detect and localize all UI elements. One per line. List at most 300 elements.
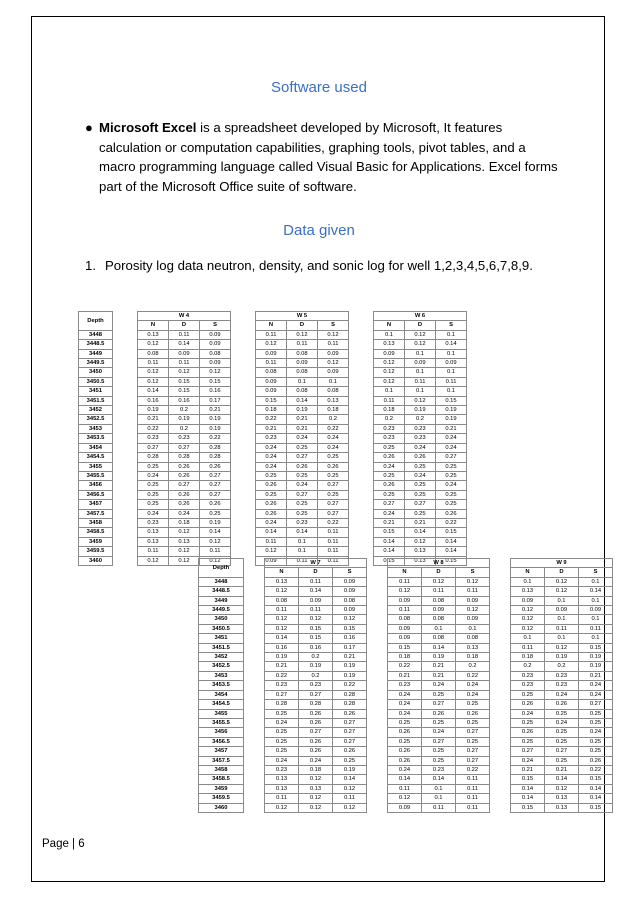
table-row [199,775,613,784]
value-cell: 0.18 [374,406,405,415]
value-cell: 0.14 [579,794,613,803]
value-cell: 0.25 [256,490,287,499]
column-gap [244,559,265,578]
value-cell: 0.12 [374,359,405,368]
value-cell: 0.09 [333,587,367,596]
column-gap [349,424,374,433]
value-cell: 0.12 [318,359,349,368]
value-cell: 0.12 [374,377,405,386]
table-row [79,518,467,527]
column-gap [113,490,138,499]
column-gap [113,415,138,424]
value-cell: 0.26 [256,481,287,490]
value-cell: 0.1 [374,330,405,339]
table-row [199,709,613,718]
column-gap [349,500,374,509]
value-cell: 0.11 [256,330,287,339]
table-row [199,624,613,633]
depth-cell: 3453 [199,671,244,680]
value-cell: 0.27 [436,453,467,462]
value-cell: 0.25 [265,737,299,746]
value-cell: 0.25 [422,690,456,699]
value-cell: 0.23 [405,424,436,433]
value-cell: 0.13 [265,775,299,784]
column-gap [231,312,256,331]
value-cell: 0.26 [299,747,333,756]
value-cell: 0.09 [169,349,200,358]
value-cell: 0.24 [545,690,579,699]
log-type-header: S [579,568,613,577]
table-row [199,765,613,774]
value-cell: 0.27 [318,509,349,518]
value-cell: 0.09 [388,596,422,605]
value-cell: 0.17 [333,643,367,652]
column-gap [113,424,138,433]
value-cell: 0.24 [388,700,422,709]
column-gap [367,756,388,765]
value-cell: 0.24 [456,690,490,699]
value-cell: 0.11 [333,794,367,803]
value-cell: 0.12 [265,587,299,596]
column-gap [231,330,256,339]
value-cell: 0.18 [456,653,490,662]
column-gap [231,509,256,518]
column-gap [113,500,138,509]
value-cell: 0.21 [200,406,231,415]
value-cell: 0.12 [511,606,545,615]
value-cell: 0.1 [579,596,613,605]
column-gap [367,662,388,671]
value-cell: 0.08 [138,349,169,358]
column-gap [490,606,511,615]
log-type-header: D [169,321,200,330]
value-cell: 0.11 [265,606,299,615]
table-row [79,481,467,490]
column-gap [490,775,511,784]
value-cell: 0.24 [436,443,467,452]
value-cell: 0.12 [138,368,169,377]
value-cell: 0.21 [436,424,467,433]
value-cell: 0.27 [579,700,613,709]
value-cell: 0.2 [318,415,349,424]
value-cell: 0.24 [265,718,299,727]
value-cell: 0.12 [200,556,231,565]
value-cell: 0.24 [579,728,613,737]
value-cell: 0.28 [265,700,299,709]
value-cell: 0.12 [265,624,299,633]
depth-cell: 3452.5 [79,415,113,424]
value-cell: 0.24 [456,681,490,690]
column-gap [113,377,138,386]
depth-cell: 3457 [199,747,244,756]
column-gap [244,662,265,671]
log-type-header: D [405,321,436,330]
value-cell: 0.25 [405,490,436,499]
table-row [79,500,467,509]
value-cell: 0.25 [405,509,436,518]
value-cell: 0.15 [299,624,333,633]
value-cell: 0.08 [388,615,422,624]
value-cell: 0.12 [511,624,545,633]
value-cell: 0.19 [579,662,613,671]
value-cell: 0.12 [511,615,545,624]
value-cell: 0.19 [422,653,456,662]
value-cell: 0.24 [256,443,287,452]
value-cell: 0.13 [265,784,299,793]
value-cell: 0.21 [265,662,299,671]
depth-cell: 3451.5 [79,396,113,405]
column-gap [244,577,265,586]
column-gap [349,377,374,386]
column-gap [244,747,265,756]
value-cell: 0.19 [436,415,467,424]
depth-header: Depth [199,559,244,578]
column-gap [231,415,256,424]
value-cell: 0.15 [579,643,613,652]
value-cell: 0.15 [333,624,367,633]
value-cell: 0.08 [333,596,367,605]
value-cell: 0.19 [200,518,231,527]
value-cell: 0.25 [545,737,579,746]
value-cell: 0.12 [256,340,287,349]
value-cell: 0.26 [374,481,405,490]
log-type-header: S [318,321,349,330]
value-cell: 0.11 [169,330,200,339]
value-cell: 0.24 [388,765,422,774]
value-cell: 0.19 [200,415,231,424]
column-gap [244,756,265,765]
table-row [199,653,613,662]
value-cell: 0.21 [405,518,436,527]
table-row [79,434,467,443]
column-gap [367,587,388,596]
value-cell: 0.24 [287,434,318,443]
value-cell: 0.1 [579,577,613,586]
value-cell: 0.26 [256,500,287,509]
depth-cell: 3455 [79,462,113,471]
value-cell: 0.15 [169,387,200,396]
column-gap [113,481,138,490]
value-cell: 0.28 [138,453,169,462]
column-gap [244,671,265,680]
depth-cell: 3451 [79,387,113,396]
value-cell: 0.18 [511,653,545,662]
table-row [199,681,613,690]
value-cell: 0.08 [265,596,299,605]
value-cell: 0.23 [265,681,299,690]
value-cell: 0.11 [422,803,456,812]
column-gap [349,330,374,339]
value-cell: 0.25 [138,481,169,490]
value-cell: 0.23 [511,681,545,690]
value-cell: 0.12 [265,803,299,812]
value-cell: 0.23 [138,434,169,443]
value-cell: 0.08 [200,349,231,358]
value-cell: 0.19 [333,671,367,680]
value-cell: 0.23 [287,518,318,527]
value-cell: 0.26 [169,471,200,480]
column-gap [490,653,511,662]
value-cell: 0.15 [256,396,287,405]
table-row [199,747,613,756]
value-cell: 0.19 [287,406,318,415]
depth-cell: 3450.5 [79,377,113,386]
value-cell: 0.11 [265,794,299,803]
column-gap [113,556,138,565]
value-cell: 0.13 [374,340,405,349]
value-cell: 0.27 [287,490,318,499]
value-cell: 0.13 [138,330,169,339]
column-gap [490,794,511,803]
depth-cell: 3460 [199,803,244,812]
depth-cell: 3449 [199,596,244,605]
value-cell: 0.28 [333,700,367,709]
column-gap [349,528,374,537]
value-cell: 0.09 [405,359,436,368]
value-cell: 0.15 [374,556,405,565]
column-gap [490,803,511,812]
value-cell: 0.21 [138,415,169,424]
value-cell: 0.23 [405,434,436,443]
value-cell: 0.27 [422,700,456,709]
value-cell: 0.24 [579,681,613,690]
column-gap [231,359,256,368]
table-row [79,349,467,358]
value-cell: 0.27 [422,737,456,746]
column-gap [349,359,374,368]
depth-cell: 3450 [79,368,113,377]
value-cell: 0.28 [299,700,333,709]
value-cell: 0.22 [456,765,490,774]
value-cell: 0.25 [265,747,299,756]
column-gap [490,756,511,765]
value-cell: 0.12 [299,775,333,784]
value-cell: 0.11 [299,577,333,586]
column-gap [231,387,256,396]
value-cell: 0.19 [333,765,367,774]
value-cell: 0.25 [374,490,405,499]
value-cell: 0.24 [318,434,349,443]
value-cell: 0.13 [545,794,579,803]
value-cell: 0.08 [456,634,490,643]
value-cell: 0.14 [422,643,456,652]
column-gap [231,490,256,499]
value-cell: 0.1 [318,377,349,386]
table-row [199,596,613,605]
value-cell: 0.21 [333,653,367,662]
value-cell: 0.15 [388,643,422,652]
value-cell: 0.1 [545,634,579,643]
table-row [199,737,613,746]
value-cell: 0.12 [287,330,318,339]
value-cell: 0.21 [388,671,422,680]
value-cell: 0.27 [511,747,545,756]
value-cell: 0.24 [265,756,299,765]
value-cell: 0.13 [318,396,349,405]
value-cell: 0.14 [436,537,467,546]
value-cell: 0.24 [422,681,456,690]
value-cell: 0.23 [265,765,299,774]
table-row [79,490,467,499]
value-cell: 0.26 [169,462,200,471]
value-cell: 0.12 [405,396,436,405]
table-row [79,340,467,349]
column-gap [244,700,265,709]
value-cell: 0.11 [318,537,349,546]
column-gap [231,443,256,452]
log-type-header: N [388,568,422,577]
value-cell: 0.11 [318,528,349,537]
column-gap [490,596,511,605]
column-gap [367,737,388,746]
value-cell: 0.1 [287,377,318,386]
value-cell: 0.08 [287,368,318,377]
value-cell: 0.09 [388,803,422,812]
value-cell: 0.09 [388,624,422,633]
column-gap [113,434,138,443]
porosity-table-wells-7-9 [198,558,613,813]
log-type-header: D [287,321,318,330]
value-cell: 0.19 [545,653,579,662]
data-heading: Data given [283,222,355,239]
table-row [199,615,613,624]
column-gap [113,518,138,527]
value-cell: 0.15 [436,396,467,405]
value-cell: 0.15 [579,803,613,812]
value-cell: 0.1 [287,547,318,556]
value-cell: 0.11 [318,340,349,349]
column-gap [367,559,388,578]
value-cell: 0.1 [422,624,456,633]
table-row [79,509,467,518]
depth-cell: 3455.5 [79,471,113,480]
value-cell: 0.26 [256,509,287,518]
value-cell: 0.16 [138,396,169,405]
value-cell: 0.14 [579,587,613,596]
column-gap [367,624,388,633]
value-cell: 0.12 [318,330,349,339]
column-gap [349,434,374,443]
value-cell: 0.21 [287,415,318,424]
column-gap [490,700,511,709]
value-cell: 0.12 [169,547,200,556]
value-cell: 0.23 [169,434,200,443]
value-cell: 0.1 [436,330,467,339]
table-row [199,634,613,643]
value-cell: 0.11 [287,340,318,349]
table-row [199,577,613,586]
value-cell: 0.14 [256,528,287,537]
value-cell: 0.14 [138,387,169,396]
value-cell: 0.24 [299,756,333,765]
depth-cell: 3454.5 [199,700,244,709]
column-gap [490,559,511,578]
value-cell: 0.26 [511,728,545,737]
table-row [199,671,613,680]
value-cell: 0.27 [456,756,490,765]
column-gap [113,349,138,358]
value-cell: 0.27 [287,453,318,462]
depth-cell: 3448 [79,330,113,339]
well-header: W 6 [374,312,467,321]
depth-cell: 3448 [199,577,244,586]
depth-cell: 3448.5 [79,340,113,349]
value-cell: 0.14 [287,528,318,537]
well-header: W 7 [265,559,367,568]
value-cell: 0.14 [545,775,579,784]
column-gap [231,368,256,377]
value-cell: 0.24 [374,509,405,518]
depth-cell: 3451 [199,634,244,643]
column-gap [113,340,138,349]
value-cell: 0.08 [256,368,287,377]
column-gap [367,596,388,605]
column-gap [231,377,256,386]
value-cell: 0.24 [374,462,405,471]
column-gap [349,349,374,358]
value-cell: 0.11 [388,784,422,793]
log-type-header: D [422,568,456,577]
depth-cell: 3454 [199,690,244,699]
value-cell: 0.13 [265,577,299,586]
column-gap [231,547,256,556]
column-gap [367,718,388,727]
depth-cell: 3456.5 [79,490,113,499]
well-header: W 5 [256,312,349,321]
depth-cell: 3452 [199,653,244,662]
depth-cell: 3449.5 [199,606,244,615]
value-cell: 0.14 [265,634,299,643]
value-cell: 0.09 [436,359,467,368]
value-cell: 0.11 [299,606,333,615]
column-gap [349,462,374,471]
value-cell: 0.09 [545,606,579,615]
value-cell: 0.09 [374,349,405,358]
value-cell: 0.12 [388,587,422,596]
value-cell: 0.11 [169,359,200,368]
column-gap [113,509,138,518]
log-type-header: S [200,321,231,330]
value-cell: 0.18 [169,518,200,527]
value-cell: 0.2 [374,415,405,424]
value-cell: 0.18 [318,406,349,415]
value-cell: 0.25 [388,718,422,727]
column-gap [244,709,265,718]
value-cell: 0.13 [511,587,545,596]
value-cell: 0.25 [256,471,287,480]
value-cell: 0.26 [169,490,200,499]
table-row [199,756,613,765]
depth-cell: 3455.5 [199,718,244,727]
column-gap [367,671,388,680]
log-type-header: N [256,321,287,330]
value-cell: 0.24 [405,443,436,452]
value-cell: 0.18 [388,653,422,662]
value-cell: 0.25 [511,737,545,746]
column-gap [367,747,388,756]
log-type-header: D [545,568,579,577]
value-cell: 0.15 [436,556,467,565]
value-cell: 0.12 [545,577,579,586]
column-gap [244,653,265,662]
value-cell: 0.16 [265,643,299,652]
value-cell: 0.12 [299,803,333,812]
depth-cell: 3458.5 [79,528,113,537]
value-cell: 0.13 [138,528,169,537]
value-cell: 0.09 [256,349,287,358]
value-cell: 0.14 [579,784,613,793]
value-cell: 0.12 [333,784,367,793]
